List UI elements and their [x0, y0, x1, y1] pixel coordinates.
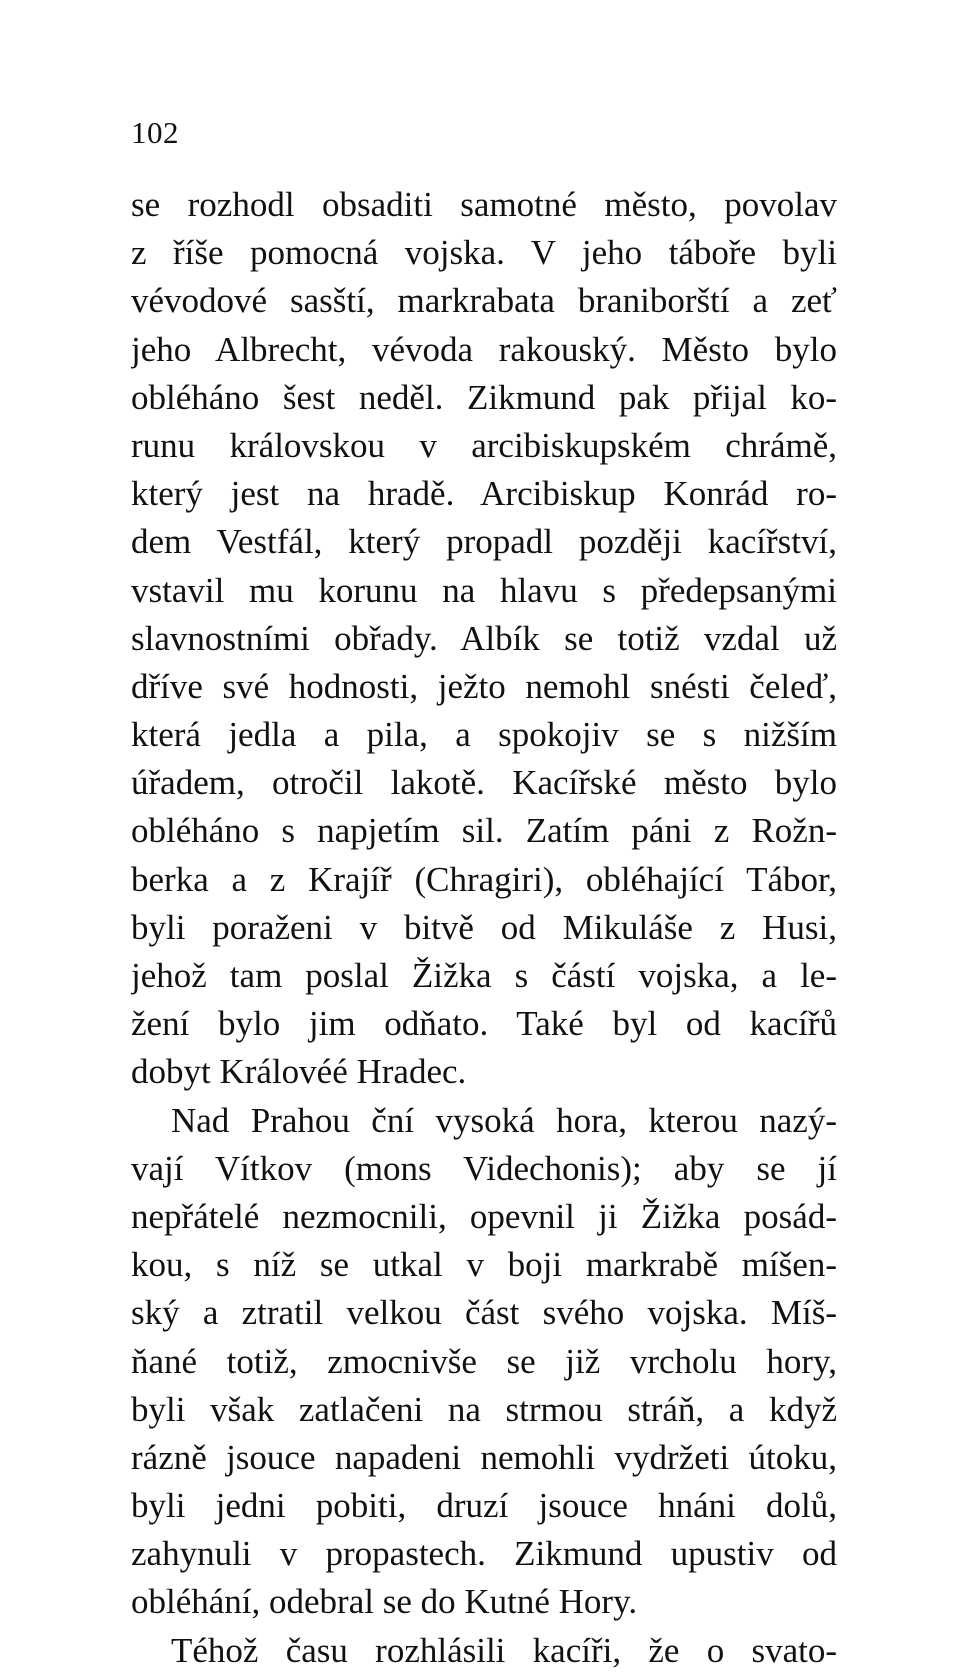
- paragraph-start-line: Téhož času rozhlásili kacíři, že o svato-: [171, 1630, 837, 1670]
- text-line: obléháno s napjetím sil. Zatím páni z Rožn-: [131, 811, 837, 851]
- text-line: zahynuli v propastech. Zikmund upustiv od: [131, 1534, 837, 1574]
- text-line: obléháno šest neděl. Zikmund pak přijal ko-: [131, 377, 837, 417]
- text-line: ský a ztratil velkou část svého vojska. Míš-: [131, 1293, 837, 1333]
- text-line: vévodové sasští, markrabata braniborští a zeť: [131, 281, 837, 321]
- paragraph-end-line: dobyt Královéé Hradec.: [131, 1052, 467, 1092]
- page-number: 102: [131, 115, 179, 150]
- text-line: byli poraženi v bitvě od Mikuláše z Husi,: [131, 907, 837, 947]
- text-line: vají Vítkov (mons Videchonis); aby se jí: [131, 1148, 837, 1188]
- text-line: byli však zatlačeni na strmou stráň, a když: [131, 1389, 837, 1429]
- text-line: dem Vestfál, který propadl později kacířství,: [131, 522, 837, 562]
- text-line: slavnostními obřady. Albík se totiž vzdal už: [131, 618, 837, 658]
- text-line: jeho Albrecht, vévoda rakouský. Město bylo: [131, 329, 837, 369]
- text-line: berka a z Krajíř (Chragiri), obléhající Tábor,: [131, 859, 837, 899]
- text-line: ňané totiž, zmocnivše se již vrcholu hory,: [131, 1341, 837, 1381]
- text-line: vstavil mu korunu na hlavu s předepsanými: [131, 570, 837, 610]
- text-line: dříve své hodnosti, ježto nemohl snésti čeleď,: [131, 666, 837, 706]
- text-line: který jest na hradě. Arcibiskup Konrád ro-: [131, 474, 837, 514]
- text-line: z říše pomocná vojska. V jeho táboře byli: [131, 233, 837, 273]
- text-line: jehož tam poslal Žižka s částí vojska, a le-: [131, 956, 837, 995]
- text-line: se rozhodl obsaditi samotné město, povolav: [131, 185, 837, 224]
- paragraph-end-line: obléhání, odebral se do Kutné Hory.: [131, 1582, 638, 1622]
- text-line: runu královskou v arcibiskupském chrámě,: [131, 425, 837, 465]
- paragraph-start-line: Nad Prahou ční vysoká hora, kterou nazý-: [171, 1100, 837, 1140]
- body-text: [131, 181, 837, 1675]
- text-line: byli jedni pobiti, druzí jsouce hnáni dolů,: [131, 1486, 837, 1526]
- text-line: nepřátelé nezmocnili, opevnil ji Žižka posád-: [131, 1196, 837, 1236]
- text-line: úřadem, otročil lakotě. Kacířské město bylo: [131, 763, 837, 803]
- text-line: kou, s níž se utkal v boji markrabě míšen-: [131, 1245, 837, 1285]
- text-line: která jedla a pila, a spokojiv se s nižším: [131, 715, 837, 755]
- text-line: žení bylo jim odňato. Také byl od kacířů: [131, 1004, 837, 1044]
- text-line: rázně jsouce napadeni nemohli vydržeti útoku,: [131, 1437, 837, 1477]
